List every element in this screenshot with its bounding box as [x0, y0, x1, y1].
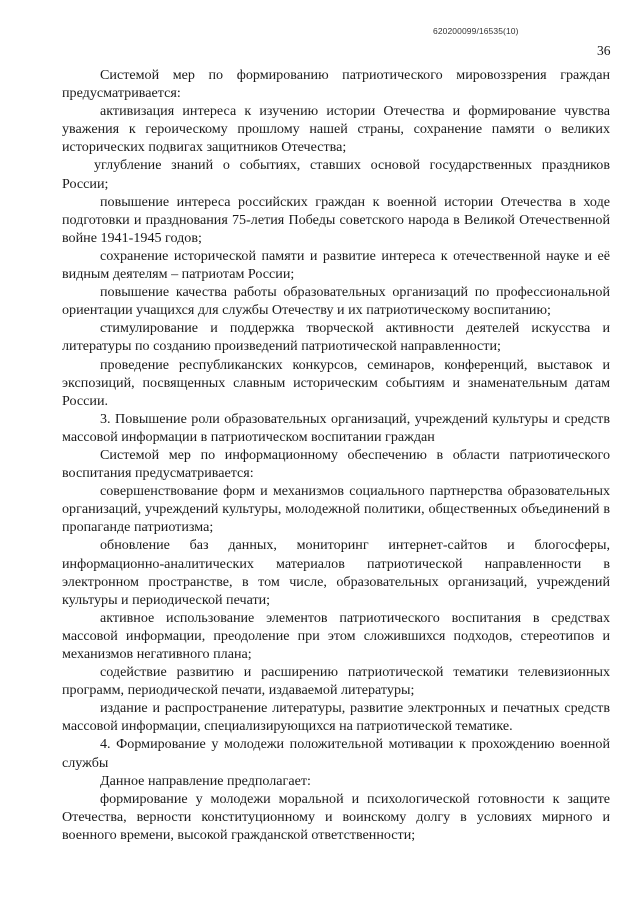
paragraph-database-monitoring: обновление баз данных, мониторинг интернет-сайтов и блогосферы, информационно-аналитических материалов патриотической направленности в электронном пространстве, в том числе, образовательных организаций, учреждений культуры и периодической печати; — [62, 537, 610, 608]
paragraph-social-partnership: совершенствование форм и механизмов социального партнерства образовательных организаций, учреждений культуры, молодежной политики, общественных объединений в пропаганде патриотизма; — [62, 483, 610, 536]
paragraph-career-guidance: повышение качества работы образовательных организаций по профессиональной ориентации учащихся для службы Отечеству и их патриотическому воспитанию; — [62, 284, 610, 319]
paragraph-tv-programs: содействие развитию и расширению патриотической тематики телевизионных программ, периодической печати, издаваемой литературы; — [62, 664, 610, 699]
paragraph-holidays-knowledge: углубление знаний о событиях, ставших основой государственных праздников России; — [62, 157, 610, 192]
paragraph-direction-intro: Данное направление предполагает: — [100, 772, 311, 789]
paragraph-historical-memory: сохранение исторической памяти и развитие интереса к отечественной науке и её видным деятелям – патриотам России; — [62, 247, 610, 283]
section-heading-3: 3. Повышение роли образовательных организаций, учреждений культуры и средств массовой информации в патриотическом воспитании граждан — [62, 410, 610, 445]
page-number: 36 — [597, 43, 611, 58]
document-id: 620200099/16535(10) — [433, 26, 519, 36]
section-heading-4: 4. Формирование у молодежи положительной мотивации к прохождению военной службы — [62, 736, 610, 771]
paragraph-intro-worldview: Системой мер по формированию патриотического мировоззрения граждан предусматривается: — [62, 67, 610, 102]
paragraph-moral-readiness: формирование у молодежи моральной и психологической готовности к защите Отечества, верности конституционному и воинскому долгу в условиях мирного и военного времени, высокой гражданской ответственности; — [62, 790, 610, 843]
paragraph-intro-information: Системой мер по информационному обеспечению в области патриотического воспитания предусматривается: — [62, 446, 610, 482]
paragraph-contests-exhibitions: проведение республиканских конкурсов, семинаров, конференций, выставок и экспозиций, посвященных славным историческим событиям и знаменательным датам России. — [62, 356, 610, 409]
document-body — [62, 66, 610, 844]
paragraph-interest-history: активизация интереса к изучению истории Отечества и формирование чувства уважения к героическому прошлому нашей страны, сохранение памяти о великих исторических подвигах защитников Отечества; — [62, 103, 610, 156]
paragraph-media-usage: активное использование элементов патриотического воспитания в средствах массовой информации, преодоление при этом сложившихся подходов, стереотипов и механизмов негативного плана; — [62, 609, 610, 662]
paragraph-creative-support: стимулирование и поддержка творческой активности деятелей искусства и литературы по созданию произведений патриотической направленности; — [62, 320, 610, 355]
paragraph-publishing: издание и распространение литературы, развитие электронных и печатных средств массовой информации, специализирующихся на патриотической тематике. — [62, 700, 610, 735]
paragraph-military-history: повышение интереса российских граждан к военной истории Отечества в ходе подготовки и празднования 75-летия Победы советского народа в Великой Отечественной войне 1941-1945 годов; — [62, 193, 610, 246]
